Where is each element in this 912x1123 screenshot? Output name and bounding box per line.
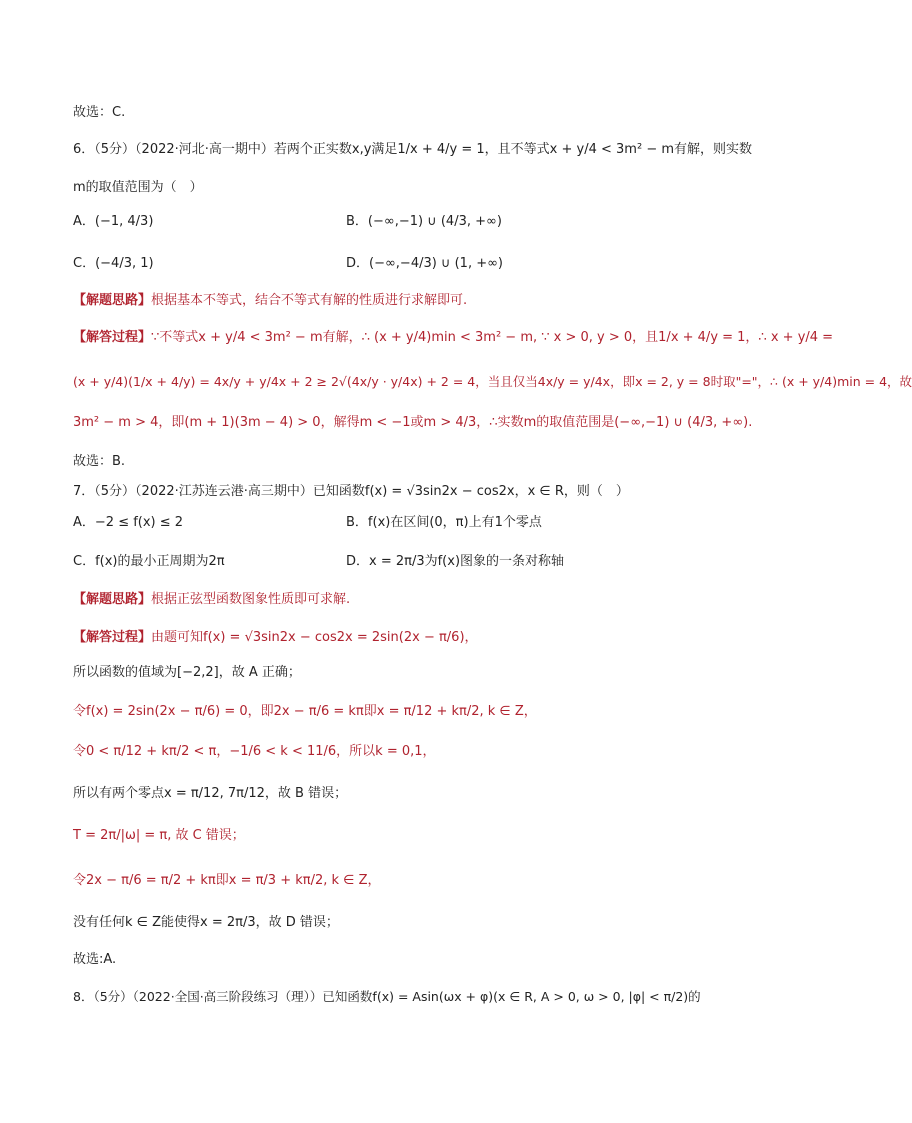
q7-option-c: C．f(x)的最小正周期为2π — [73, 554, 225, 569]
q6-answer: 故选：B. — [73, 454, 126, 469]
q7-option-b: B．f(x)在区间(0，π)上有1个零点 — [346, 515, 542, 530]
solution-tag: 【解答过程】 — [73, 630, 152, 645]
solution-text: ∵不等式x + y/4 < 3m² − m有解，∴ (x + y/4)min < 3m² − m, ∵ x > 0, y > 0，且1/x + 4/y = 1，∴ x + y/4 = — [151, 330, 834, 345]
q6-hint — [73, 291, 734, 311]
q7-option-d: D．x = 2π/3为f(x)图象的一条对称轴 — [346, 554, 565, 569]
q7-hint — [73, 590, 734, 610]
solution-text: 由题可知f(x) = √3sin2x − cos2x = 2sin(2x − π/6)， — [151, 630, 478, 645]
hint-tag: 【解题思路】 — [73, 293, 152, 308]
q7-stem: 7．（5分）（2022·江苏连云港·高三期中）已知函数f(x) = √3sin2x − cos2x，x ∈ R，则（ ） — [73, 484, 629, 499]
q6-option-c: C．(−4/3, 1) — [73, 256, 154, 271]
q6-option-d: D．(−∞,−4/3) ∪ (1, +∞) — [346, 256, 504, 271]
hint-text: 根据基本不等式，结合不等式有解的性质进行求解即可. — [151, 293, 468, 308]
q6-solution-line-1 — [73, 328, 834, 348]
q6-stem-line-2: m的取值范围为（ ） — [73, 180, 203, 195]
q7-solution-line-1 — [73, 628, 734, 648]
q8-stem: 8．（5分）（2022·全国·高三阶段练习（理））已知函数f(x) = Asin(ωx + φ)(x ∈ R, A > 0, ω > 0, |φ| < π/2)的 — [73, 989, 701, 1004]
hint-tag: 【解题思路】 — [73, 592, 152, 607]
q7-solution-line-6: T = 2π/|ω| = π, 故 C 错误； — [73, 828, 245, 843]
q6-option-a: A．(−1, 4/3) — [73, 214, 154, 229]
q6-option-b: B．(−∞,−1) ∪ (4/3, +∞) — [346, 214, 502, 229]
q6-stem-line-1: 6．（5分）（2022·河北·高一期中）若两个正实数x,y满足1/x + 4/y = 1，且不等式x + y/4 < 3m² − m有解，则实数 — [73, 142, 753, 157]
q7-option-a: A．−2 ≤ f(x) ≤ 2 — [73, 515, 184, 530]
q7-solution-line-8: 没有任何k ∈ Z能使得x = 2π/3，故 D 错误； — [73, 915, 339, 930]
q7-solution-line-2: 所以函数的值域为[−2,2]，故 A 正确； — [73, 665, 301, 680]
q7-answer: 故选:A. — [73, 952, 117, 967]
q7-solution-line-7: 令2x − π/6 = π/2 + kπ即x = π/3 + kπ/2, k ∈ Z， — [73, 873, 381, 888]
q7-solution-line-5: 所以有两个零点x = π/12, 7π/12，故 B 错误； — [73, 786, 348, 801]
solution-tag: 【解答过程】 — [73, 330, 152, 345]
q6-solution-line-3: 3m² − m > 4，即(m + 1)(3m − 4) > 0，解得m < −1或m > 4/3，∴实数m的取值范围是(−∞,−1) ∪ (4/3, +∞). — [73, 415, 753, 430]
q7-solution-line-4: 令0 < π/12 + kπ/2 < π，−1/6 < k < 11/6，所以k = 0,1， — [73, 744, 436, 759]
q6-solution-line-2: (x + y/4)(1/x + 4/y) = 4x/y + y/4x + 2 ≥ 2√(4x/y · y/4x) + 2 = 4，当且仅当4x/y = y/4x，即x = 2, y = 8时取"="，∴ (x + y/4)min = 4，故 — [73, 374, 912, 389]
q5-answer: 故选：C. — [73, 105, 126, 120]
q7-solution-line-3: 令f(x) = 2sin(2x − π/6) = 0，即2x − π/6 = kπ即x = π/12 + kπ/2, k ∈ Z， — [73, 704, 537, 719]
hint-text: 根据正弦型函数图象性质即可求解. — [151, 592, 351, 607]
